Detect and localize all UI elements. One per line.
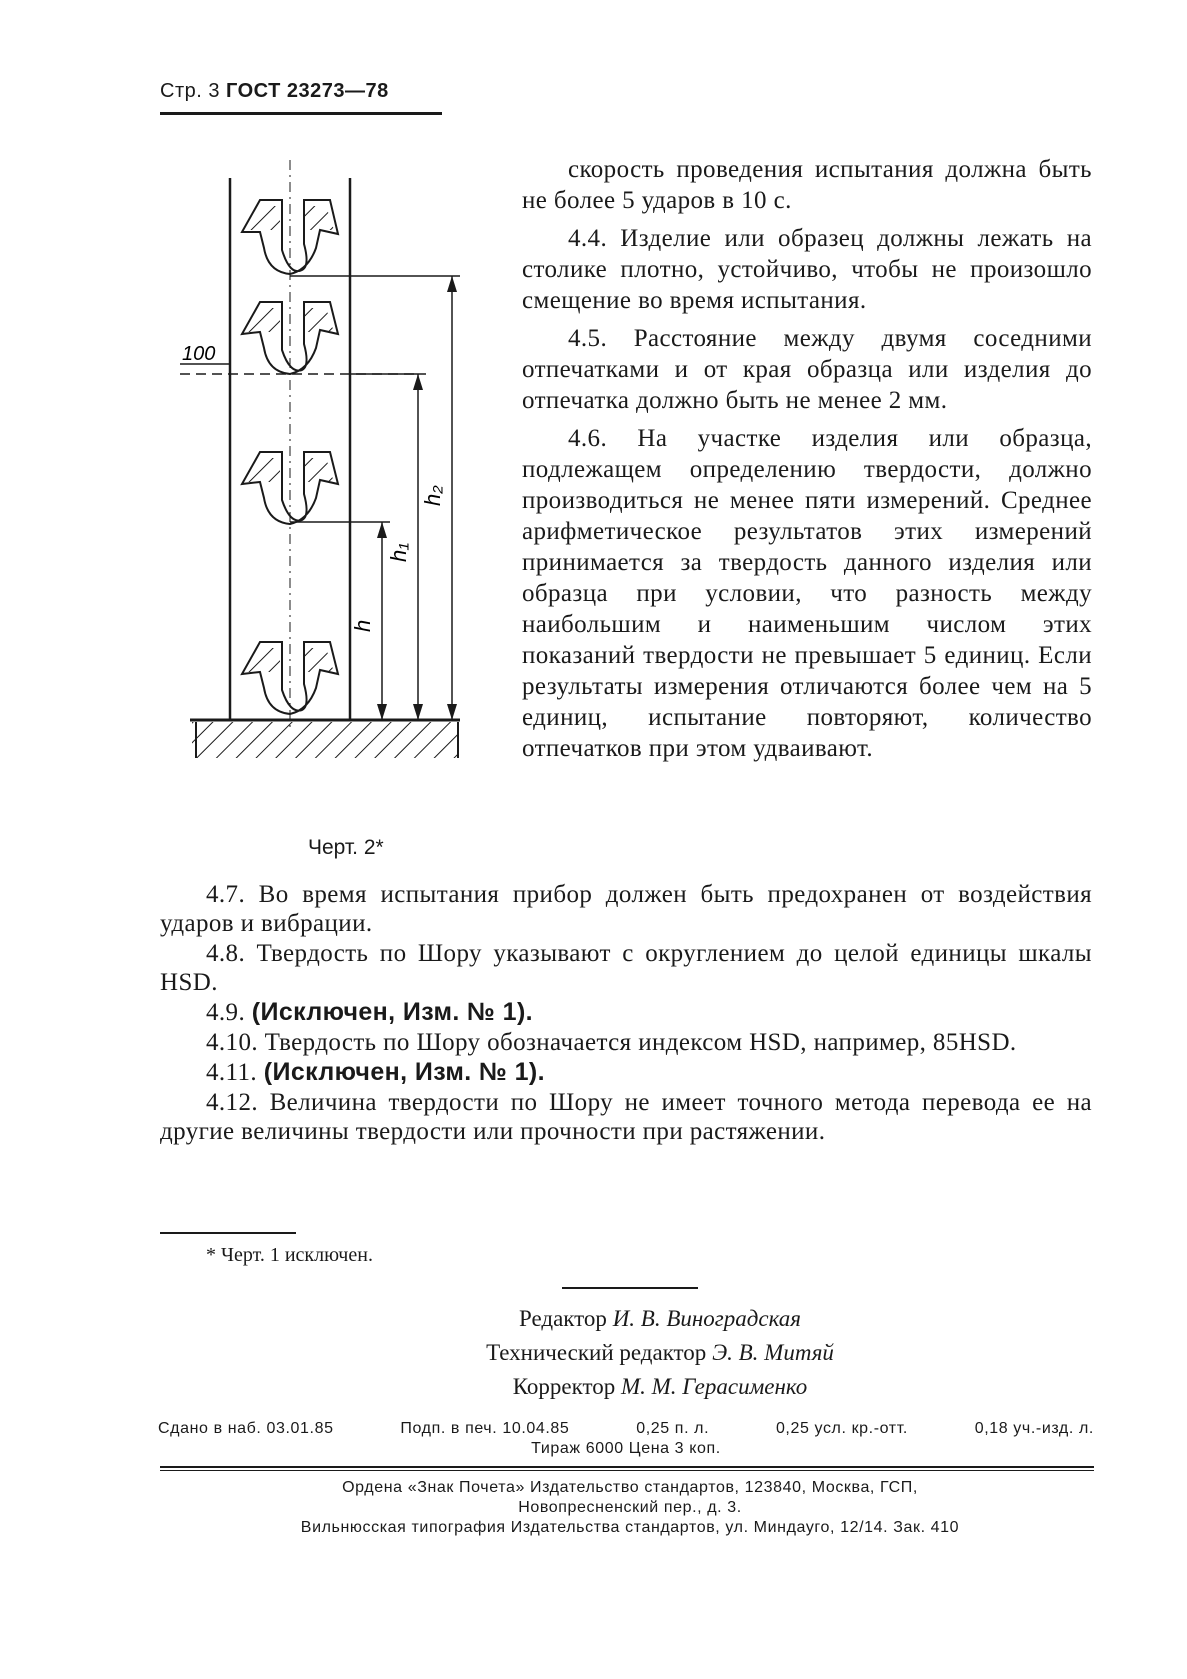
paragraph-4-11 <box>160 1058 1092 1087</box>
credit-editor <box>400 1302 920 1336</box>
paragraph-4-4: 4.4. Изделие или образец должны лежать на столике плотно, устойчиво, чтобы не произошло смещение во время испытания. <box>522 225 1092 314</box>
imprint-print-sheets: 0,25 усл. кр.-отт. <box>775 1420 908 1437</box>
dimension-h2-label: h₂ <box>420 485 445 506</box>
paragraph-4-3-continued: скорость проведения испытания должна быть не более 5 ударов в 10 с. <box>522 156 1092 214</box>
column-text <box>522 154 1092 771</box>
anvil-base <box>190 720 460 758</box>
paragraph-4-9-number: 4.9. <box>206 999 246 1026</box>
dimension-h-label: h <box>350 619 375 632</box>
page-number: Стр. 3 <box>160 80 220 102</box>
tech-editor-role: Технический редактор <box>486 1340 707 1365</box>
corrector-role: Корректор <box>512 1374 616 1399</box>
indentation-figure <box>182 170 510 830</box>
standard-number: ГОСТ 23273—78 <box>226 80 389 102</box>
corrector-name: М. М. Герасименко <box>620 1374 808 1399</box>
imprint-edition-sheets: 0,18 уч.-изд. л. <box>974 1420 1094 1437</box>
publisher-info <box>190 1478 1070 1538</box>
paragraph-4-6: 4.6. На участке изделия или образца, подлежащем определению твердости, должно производиться не менее пяти измерений. Среднее арифметическое результатов этих измерений принимается за твердость данного изделия или образца при условии, что разность между наибольшим и наименьшим числом этих показаний твердости не превышает 5 единиц. Если результаты измерения отличаются более чем на 5 единиц, испытание повторяют, количество отпечатков при этом удваивают. <box>522 425 1092 762</box>
imprint-line-2: Тираж 6000 Цена 3 коп. <box>531 1440 721 1457</box>
publisher-line-1: Ордена «Знак Почета» Издательство стандартов, 123840, Москва, ГСП, <box>342 1479 918 1496</box>
credit-corrector <box>400 1370 920 1404</box>
dimension-h1-label: h₁ <box>386 542 411 562</box>
imprint-rule-thick <box>160 1466 1094 1468</box>
dimension-h1 <box>350 374 426 720</box>
imprint-sheets: 0,25 п. л. <box>636 1420 710 1437</box>
paragraph-4-9-amendment: (Исключен, Изм. № 1). <box>251 998 534 1026</box>
paragraph-4-9 <box>160 998 1092 1027</box>
page-header <box>160 80 389 103</box>
full-width-text <box>160 880 1092 1147</box>
imprint-line-1 <box>158 1420 1094 1438</box>
specimen-strip <box>230 160 350 730</box>
imprint-rule-thin <box>160 1470 1094 1471</box>
paragraph-4-8: 4.8. Твердость по Шору указывают с округлением до целой единицы шкалы HSD. <box>160 940 1092 996</box>
level-100-label: 100 <box>182 343 216 365</box>
header-rule <box>160 112 442 115</box>
paragraph-4-7: 4.7. Во время испытания прибор должен быть предохранен от воздействия ударов и вибрации. <box>160 881 1092 937</box>
figure-caption: Черт. 2* <box>308 836 384 859</box>
publisher-line-3: Вильнюсская типография Издательства стандартов, ул. Миндауго, 12/14. Зак. 410 <box>300 1519 960 1536</box>
publisher-line-2: Новопресненский пер., д. 3. <box>518 1499 742 1516</box>
paragraph-4-11-number: 4.11. <box>206 1059 258 1086</box>
credits-rule <box>562 1287 698 1289</box>
credit-tech-editor <box>400 1336 920 1370</box>
paragraph-4-11-amendment: (Исключен, Изм. № 1). <box>263 1058 545 1086</box>
paragraph-4-12: 4.12. Величина твердости по Шору не имеет точного метода перевода ее на другие величины твердости или прочности при растяжении. <box>160 1089 1092 1145</box>
paragraph-4-10: 4.10. Твердость по Шору обозначается индексом HSD, например, 85HSD. <box>206 1029 1017 1056</box>
imprint-signed: Подп. в печ. 10.04.85 <box>400 1420 570 1437</box>
editor-role: Редактор <box>519 1306 607 1331</box>
tech-editor-name: Э. В. Митяй <box>712 1340 834 1365</box>
paragraph-4-5: 4.5. Расстояние между двумя соседними отпечатками и от края образца или изделия до отпечатка должно быть не менее 2 мм. <box>522 325 1092 414</box>
footnote-rule <box>160 1232 296 1234</box>
editor-name: И. В. Виноградская <box>612 1306 801 1331</box>
imprint-typeset: Сдано в наб. 03.01.85 <box>158 1420 334 1437</box>
footnote: * Черт. 1 исключен. <box>206 1244 373 1266</box>
credits <box>400 1302 920 1404</box>
print-imprint <box>158 1420 1094 1458</box>
